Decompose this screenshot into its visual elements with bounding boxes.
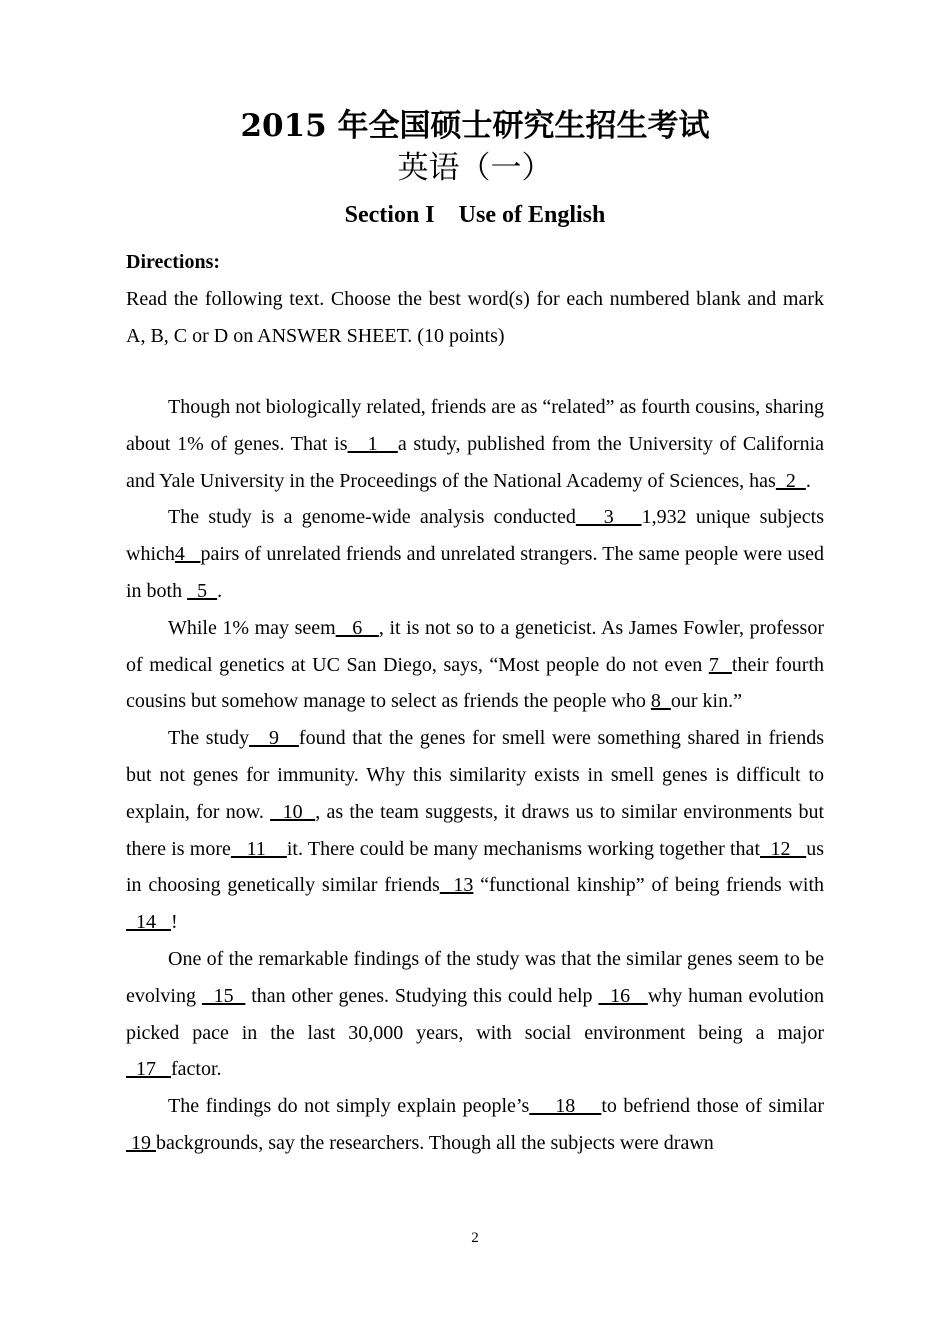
paragraph-3 — [126, 610, 824, 720]
paragraph-6 — [126, 1088, 824, 1162]
passage-text: than other genes. Studying this could help — [245, 984, 599, 1007]
exam-title: 2015 年全国硕士研究生招生考试 — [240, 108, 710, 144]
paragraph-4 — [126, 720, 824, 941]
passage-text: The study — [168, 727, 250, 750]
passage-text: The findings do not simply explain people’s — [168, 1095, 530, 1118]
passage-text: . — [217, 579, 223, 602]
blank-15: 15 — [201, 984, 246, 1007]
directions-heading: Directions: — [126, 251, 221, 273]
section-heading — [0, 202, 950, 229]
passage-text: factor. — [171, 1058, 222, 1081]
blank-13: 13 — [439, 874, 474, 897]
blank-7: 7 — [708, 653, 732, 676]
blank-3: 3 — [575, 506, 642, 529]
blank-18: 18 — [529, 1095, 602, 1118]
blank-1: 1 — [347, 432, 398, 455]
passage-text: . — [805, 469, 811, 492]
blank-14: 14 — [126, 911, 171, 934]
passage-text: a study, published from the University of California and Yale University in the Proceedings of the National Academy of Sciences, has — [126, 432, 825, 492]
directions — [126, 244, 824, 354]
blank-4: 4 — [174, 543, 201, 566]
passage-text: to befriend those of similar — [601, 1095, 824, 1118]
blank-11: 11 — [230, 837, 287, 860]
blank-6: 6 — [335, 616, 379, 639]
paragraph-1 — [126, 389, 824, 499]
paragraph-2 — [126, 499, 824, 609]
section-label: Section I — [344, 202, 435, 228]
cloze-passage — [126, 389, 824, 1162]
exam-subtitle: 英语（一） — [397, 150, 553, 186]
passage-text: ! — [171, 911, 178, 934]
passage-text: us in choosing genetically similar friends — [126, 837, 825, 897]
passage-text: “functional kinship” of being friends with — [473, 874, 825, 897]
passage-text: our kin.” — [670, 690, 742, 713]
paragraph-5 — [126, 941, 824, 1088]
section-title: Use of English — [458, 202, 606, 228]
passage-text: why human evolution picked pace in the last 30,000 years, with social environment being a major — [126, 984, 824, 1044]
passage-text: The study is a genome-wide analysis conducted — [168, 506, 576, 529]
blank-10: 10 — [270, 800, 316, 823]
passage-text: 1,932 unique subjects which — [126, 506, 825, 566]
passage-text: pairs of unrelated friends and unrelated strangers. The same people were used in both — [126, 543, 825, 602]
blank-9: 9 — [249, 727, 299, 750]
blank-12: 12 — [760, 837, 807, 860]
blank-17: 17 — [126, 1058, 171, 1081]
blank-5: 5 — [187, 579, 218, 602]
blank-16: 16 — [598, 984, 648, 1007]
passage-text: found that the genes for smell were something shared in friends but not genes for immunity. Why this similarity exists in smell genes is difficult to explain, for now. — [126, 727, 825, 823]
passage-text: Though not biologically related, friends are as “related” as fourth cousins, sharing about 1% of genes. That is — [126, 396, 824, 455]
passage-text: it. There could be many mechanisms working together that — [286, 837, 760, 860]
blank-2: 2 — [775, 469, 806, 492]
passage-text: One of the remarkable findings of the study was that the similar genes seem to be evolving — [126, 947, 824, 1007]
directions-text: Read the following text. Choose the best word(s) for each numbered blank and mark A, B, C or D on ANSWER SHEET. (10 points) — [126, 287, 824, 347]
passage-text: their fourth cousins but somehow manage to select as friends the people who — [126, 653, 824, 713]
blank-8: 8 — [650, 690, 671, 713]
passage-text: , as the team suggests, it draws us to similar environments but there is more — [126, 800, 825, 860]
blank-19: 19 — [126, 1131, 156, 1154]
passage-text: While 1% may seem — [168, 616, 336, 639]
page-number: 2 — [471, 1230, 479, 1246]
passage-text: , it is not so to a geneticist. As James Fowler, professor of medical genetics at UC San Diego, says, “Most people do not even — [126, 616, 824, 676]
passage-text: backgrounds, say the researchers. Though all the subjects were drawn — [156, 1131, 714, 1154]
